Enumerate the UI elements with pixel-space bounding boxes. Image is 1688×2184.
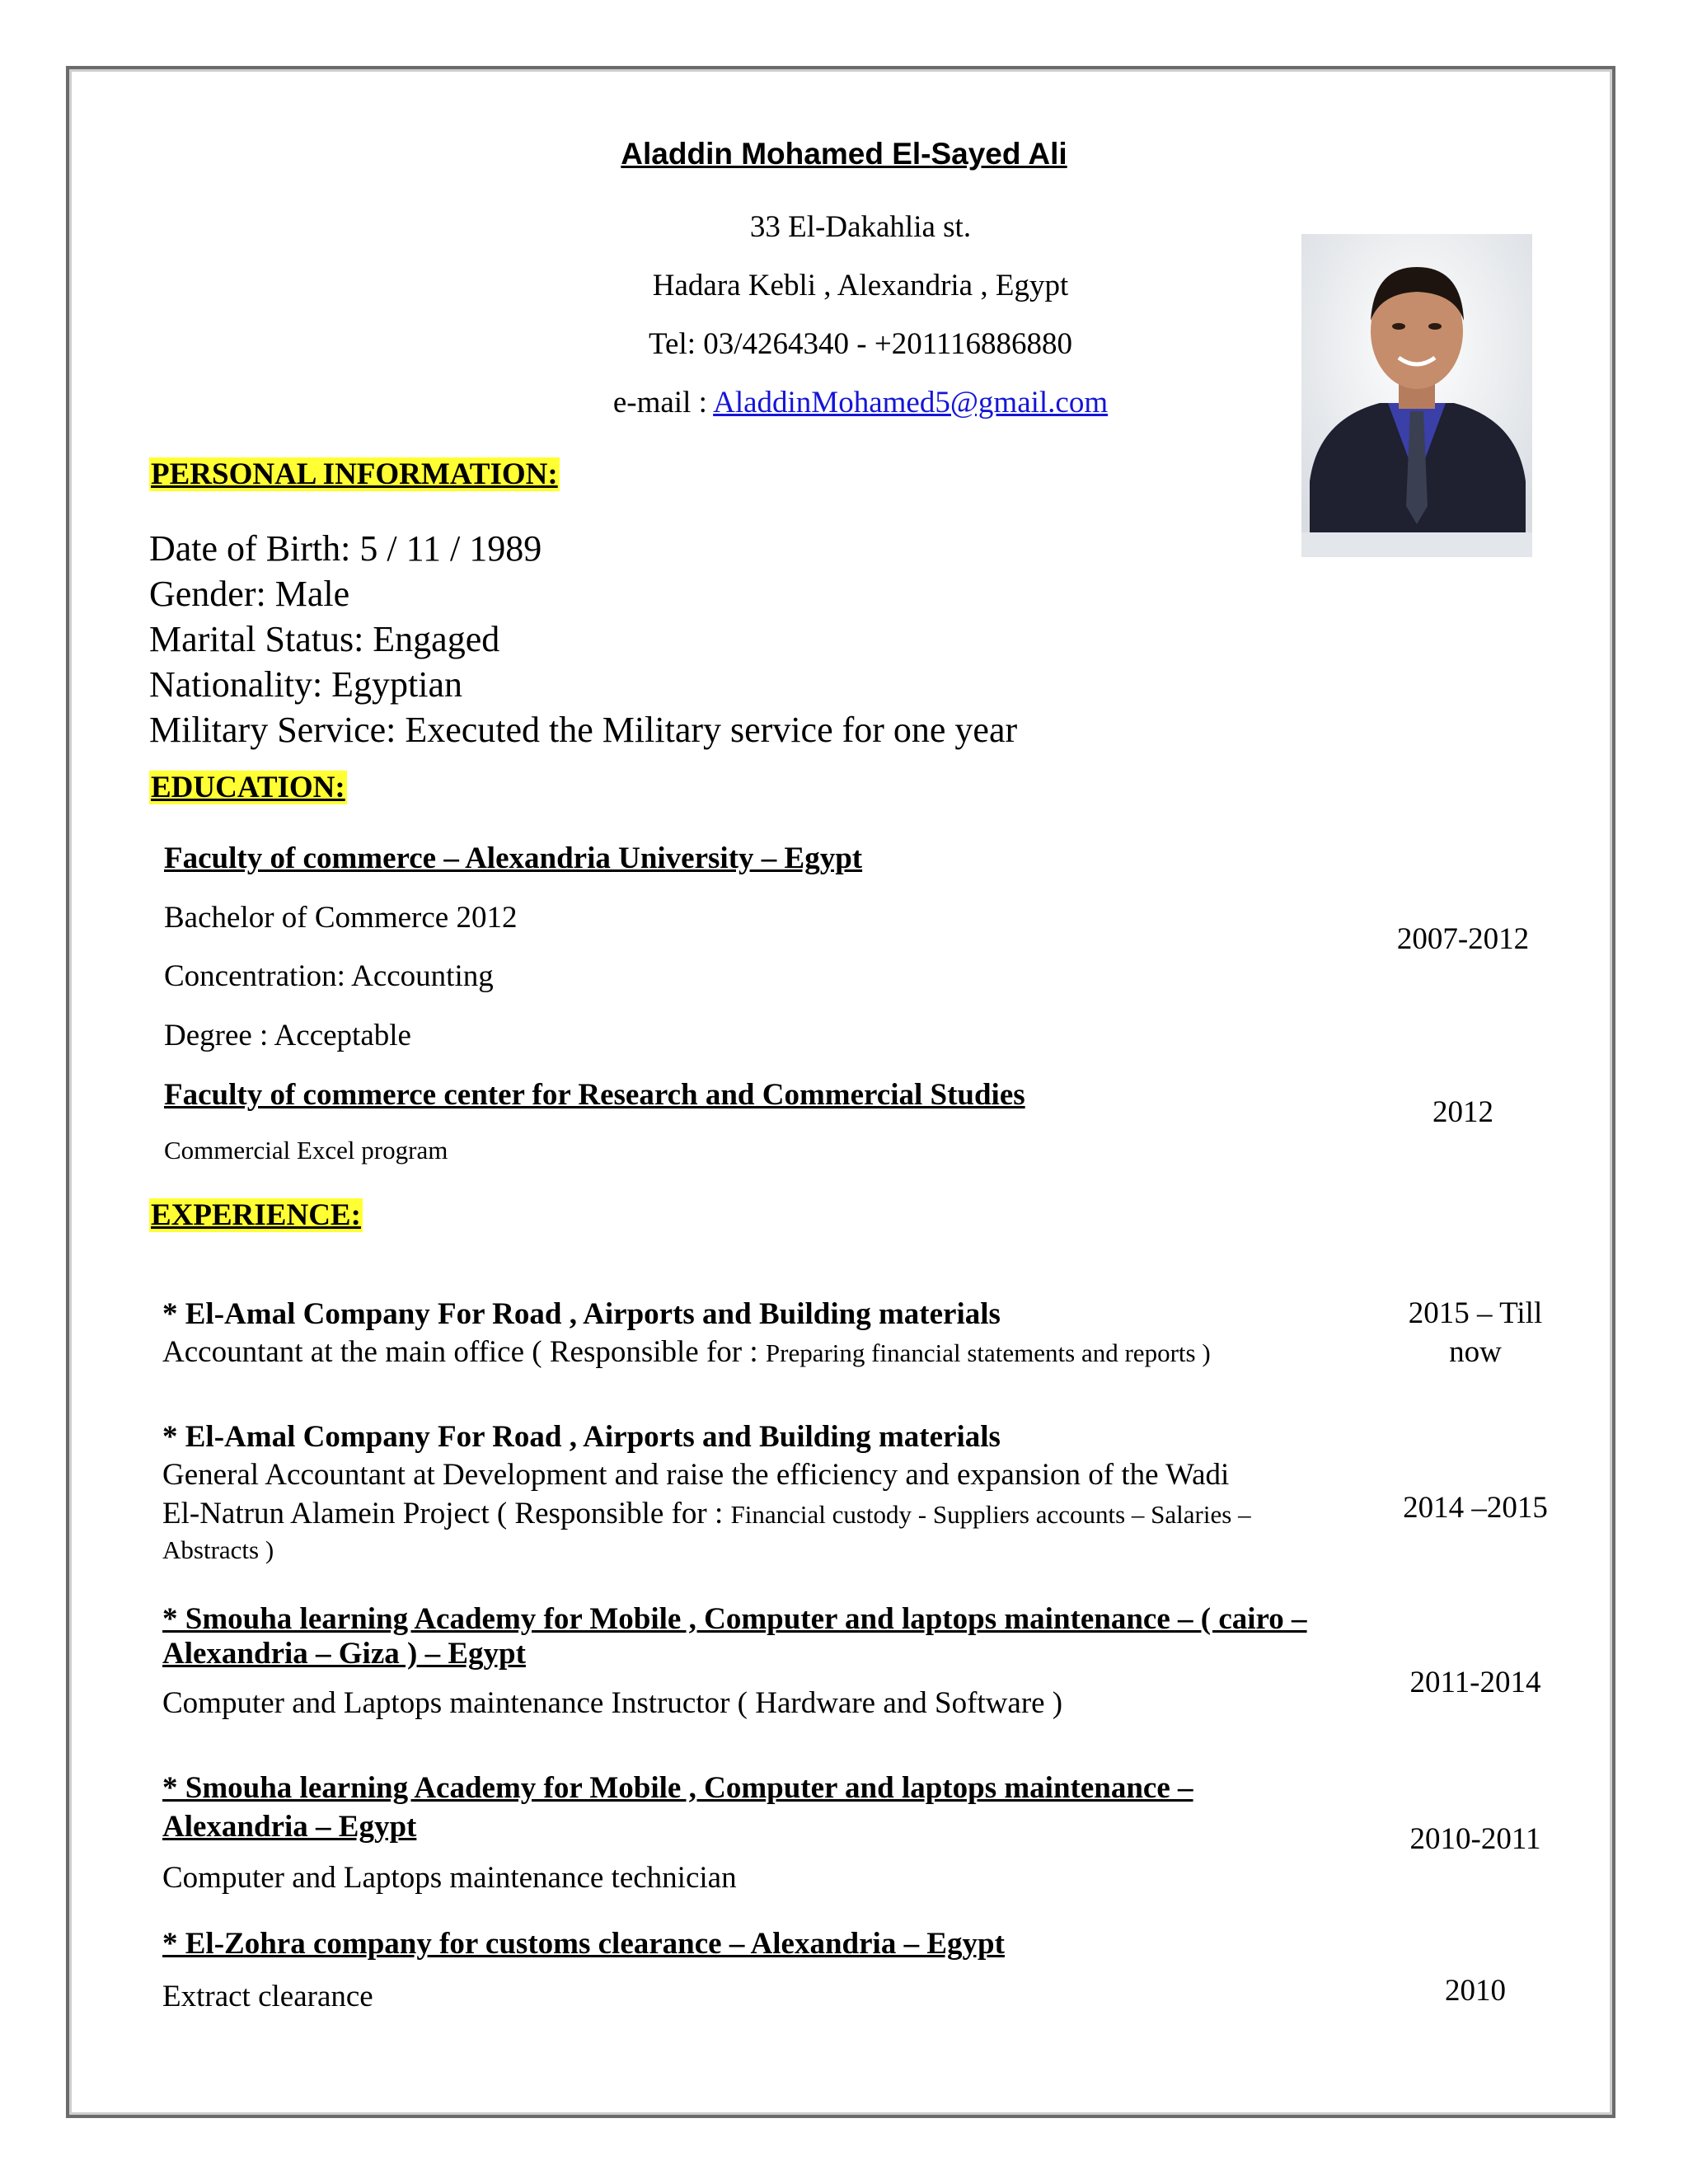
experience-date-1a: 2015 – Till <box>1408 1296 1543 1330</box>
experience-date-4: 2010-2011 <box>1409 1822 1541 1856</box>
experience-title-4-line2: Alexandria – Egypt <box>162 1810 417 1844</box>
experience-date-2: 2014 –2015 <box>1403 1491 1548 1525</box>
experience-desc-text: El-Natrun Alamein Project ( Responsible for : <box>162 1497 731 1530</box>
education-date-1: 2007-2012 <box>1396 922 1530 956</box>
marital-status: Marital Status: Engaged <box>149 619 500 659</box>
experience-title-1: * El-Amal Company For Road , Airports and Building materials <box>162 1297 1001 1331</box>
gender: Gender: Male <box>149 574 350 614</box>
personal-info-block <box>149 526 1017 752</box>
experience-heading-text: EXPERIENCE: <box>151 1198 361 1232</box>
experience-desc-detail: Preparing financial statements and reports ) <box>765 1338 1211 1367</box>
experience-title-4-line1: * Smouha learning Academy for Mobile , Computer and laptops maintenance – <box>162 1771 1193 1805</box>
education-date-2: 2012 <box>1432 1095 1493 1129</box>
education-title-1: Faculty of commerce – Alexandria University – Egypt <box>164 841 863 875</box>
experience-desc-text: Accountant at the main office ( Responsible for : <box>162 1335 766 1369</box>
education-line: Concentration: Accounting <box>164 959 494 993</box>
experience-desc-5: Extract clearance <box>162 1980 373 2013</box>
telephone: Tel: 03/4264340 - +201116886880 <box>649 327 1072 361</box>
experience-desc-4: Computer and Laptops maintenance technician <box>162 1861 737 1895</box>
nationality: Nationality: Egyptian <box>149 664 463 705</box>
experience-title-2: * El-Amal Company For Road , Airports and Building materials <box>162 1420 1001 1454</box>
personal-info-heading-text: PERSONAL INFORMATION: <box>151 457 558 491</box>
education-line: Degree : Acceptable <box>164 1019 411 1052</box>
experience-title-5: * El-Zohra company for customs clearance – Alexandria – Egypt <box>162 1927 1005 1961</box>
date-of-birth: Date of Birth: 5 / 11 / 1989 <box>149 528 542 569</box>
experience-heading <box>149 1197 363 1233</box>
education-title-2: Faculty of commerce center for Research and Commercial Studies <box>164 1078 1025 1112</box>
experience-desc-2-line3: Abstracts ) <box>162 1535 274 1564</box>
experience-date-3: 2011-2014 <box>1409 1666 1541 1699</box>
experience-title-3-line1: * Smouha learning Academy for Mobile , Computer and laptops maintenance – ( cairo – <box>162 1602 1307 1636</box>
profile-photo <box>1301 234 1532 557</box>
experience-date-5: 2010 <box>1445 1974 1506 2008</box>
education-heading-text: EDUCATION: <box>151 771 345 804</box>
personal-info-heading <box>149 457 560 492</box>
applicant-name: Aladdin Mohamed El-Sayed Ali <box>621 137 1067 171</box>
portrait-illustration <box>1301 234 1532 557</box>
address-line-1: 33 El-Dakahlia st. <box>749 210 972 244</box>
experience-desc-2-line1: General Accountant at Development and raise the efficiency and expansion of the Wadi <box>162 1458 1230 1492</box>
experience-desc-detail: Financial custody - Suppliers accounts – Salaries – <box>730 1500 1251 1529</box>
experience-desc-1 <box>162 1334 1211 1370</box>
education-line: Commercial Excel program <box>164 1136 448 1165</box>
address-line-2: Hadara Kebli , Alexandria , Egypt <box>652 269 1069 302</box>
education-line: Bachelor of Commerce 2012 <box>164 901 518 935</box>
email-link[interactable]: AladdinMohamed5@gmail.com <box>713 386 1109 419</box>
military-service: Military Service: Executed the Military service for one year <box>149 710 1018 750</box>
email-label: e-mail : <box>612 386 714 419</box>
experience-date-1b: now <box>1449 1335 1502 1369</box>
experience-desc-2-line2 <box>162 1496 1251 1531</box>
experience-desc-3: Computer and Laptops maintenance Instructor ( Hardware and Software ) <box>162 1686 1063 1720</box>
education-heading <box>149 770 347 805</box>
experience-title-3-line2: Alexandria – Giza ) – Egypt <box>162 1637 526 1671</box>
